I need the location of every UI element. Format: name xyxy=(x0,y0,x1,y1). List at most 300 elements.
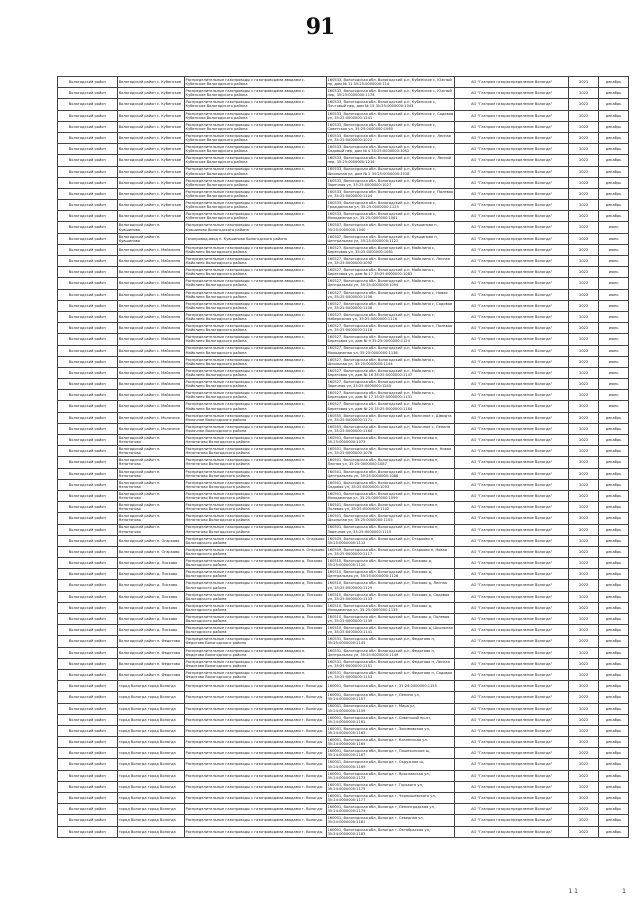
month-cell: декабрь xyxy=(599,88,629,99)
location-cell: Вологодский район с. Майклино xyxy=(117,379,184,390)
object-cell: Распределительные газопроводы с газопроводами-вводами п. Огарково Вологодского района xyxy=(185,547,325,556)
year-cell: 2022 xyxy=(569,211,599,222)
object-cell: Распределительные газопроводы с газопроводами-вводами п. Непотягово Вологодского района xyxy=(184,435,326,446)
table-row xyxy=(58,636,629,647)
location-cell: Вологодский район с. Кубенское xyxy=(117,177,184,188)
year-cell: 2022 xyxy=(569,300,599,311)
year-cell: 2022 xyxy=(569,804,599,815)
table-row xyxy=(58,233,629,244)
year-cell: 2022 xyxy=(569,244,599,255)
object-cell: Распределительные газопроводы с газопроводами-вводами г. Вологды xyxy=(184,703,326,714)
table-row xyxy=(58,390,629,401)
district-cell: Вологодский район xyxy=(58,222,118,233)
table-row xyxy=(58,490,629,501)
year-cell: 2021 xyxy=(569,77,599,88)
month-cell: июнь xyxy=(599,244,629,255)
organization-cell: АО "Газпром газораспределение Вологда" xyxy=(455,188,569,199)
object-cell: Распределительные газопроводы с газопроводами-вводами с. Майклино Вологодского района xyxy=(184,334,326,345)
address-cell: 160001, Вологодская обл, Вологда г, Ярославская ул, 35:24:0000000:1173 xyxy=(326,770,455,781)
year-cell: 2022 xyxy=(569,233,599,244)
table-row xyxy=(58,99,629,110)
district-cell: Вологодский район xyxy=(58,132,118,143)
month-cell: декабрь xyxy=(599,725,629,736)
address-cell: 160527, Вологодская обл. Вологодский р-н, Майклино с, Школьная ул, 35:25:0000000:1144 xyxy=(326,356,455,367)
organization-cell: АО "Газпром газораспределение Вологда" xyxy=(455,211,569,222)
object-cell: Распределительные газопроводы с газопроводами-вводами г. Вологды xyxy=(184,692,326,703)
table-row xyxy=(58,703,629,714)
address-cell: 160527, Вологодская обл. Вологодский р-н, Майклино с, Лесная ул, 35:25:0000000:1092 xyxy=(326,256,455,267)
month-cell: декабрь xyxy=(599,546,629,557)
address-cell: 160501, Вологодская обл. Вологодский р-н, Непотягово п, Садовая ул, 35:25:0000000:1093 xyxy=(326,479,455,490)
object-cell: Распределительные газопроводы с газопроводами-вводами с. Кубенское Вологодского района xyxy=(184,121,326,132)
organization-cell: АО "Газпром газораспределение Вологда" xyxy=(455,535,569,546)
district-cell: Вологодский район xyxy=(58,345,118,356)
address-cell: 160510, Вологодская обл. Вологодский р-н, Писково д, Полевая ул, 35:25:0000000:1139 xyxy=(326,614,455,625)
address-cell: 160531, Вологодская обл. Вологодский р-н, Федотово п, Центральная ул, 35:25:0000000:1149 xyxy=(326,647,455,658)
district-cell: Вологодский район xyxy=(58,256,118,267)
year-cell: 2022 xyxy=(569,658,599,669)
month-cell: декабрь xyxy=(599,759,629,770)
object-cell: Распределительные газопроводы с газопроводами-вводами п. Федотово Вологодского района xyxy=(184,636,326,647)
organization-cell: АО "Газпром газораспределение Вологда" xyxy=(455,267,569,278)
district-cell: Вологодский район xyxy=(58,121,118,132)
month-cell: декабрь xyxy=(599,132,629,143)
month-cell: июнь xyxy=(599,401,629,412)
year-cell: 2022 xyxy=(569,513,599,524)
address-cell: 160001, Вологодская обл, Вологда г, Козленская ул, 35:24:0000000:1165 xyxy=(326,737,455,748)
district-cell: Вологодский район xyxy=(58,289,118,300)
year-cell: 2022 xyxy=(569,737,599,748)
address-cell: 160510, Вологодская обл. Вологодский р-н, Писково д, 35:25:0000000:1120 xyxy=(326,558,455,569)
location-cell: Вологодский район п. Непотягово xyxy=(117,524,184,535)
district-cell: Вологодский район xyxy=(58,435,118,446)
object-cell: Распределительные газопроводы с газопроводами-вводами г. Вологды xyxy=(184,804,326,815)
year-cell: 2022 xyxy=(569,88,599,99)
table-row xyxy=(58,211,629,222)
table-row xyxy=(58,770,629,781)
table-row xyxy=(58,658,629,669)
location-cell: Вологодский район д. Писково xyxy=(117,580,184,591)
location-cell: Вологодский район п. Непотягово xyxy=(117,446,184,457)
district-cell: Вологодский район xyxy=(58,457,118,468)
organization-cell: АО "Газпром газораспределение Вологда" xyxy=(455,759,569,770)
year-cell: 2022 xyxy=(569,692,599,703)
year-cell: 2022 xyxy=(569,770,599,781)
object-cell: Распределительные газопроводы с газопроводами-вводами с. Кубенское Вологодского района xyxy=(184,77,326,88)
location-cell: Вологодский район п. Кувшиново xyxy=(117,233,184,244)
object-cell: Распределительные газопроводы с газопроводами-вводами с. Кубенское Вологодского района xyxy=(184,211,326,222)
organization-cell: АО "Газпром газораспределение Вологда" xyxy=(455,748,569,759)
district-cell: Вологодский район xyxy=(58,692,118,703)
object-cell: Распределительные газопроводы с газопроводами-вводами г. Вологды xyxy=(184,714,326,725)
location-cell: Вологодский район с. Кубенское xyxy=(117,200,184,211)
object-cell: Распределительные газопроводы с газопроводами-вводами с. Кубенское Вологодского района xyxy=(184,177,326,188)
organization-cell: АО "Газпром газораспределение Вологда" xyxy=(455,804,569,815)
object-cell: Распределительные газопроводы с газопроводами-вводами с. Майклино Вологодского района xyxy=(184,311,326,322)
address-cell: 160510, Вологодская обл. Вологодский р-н, Писково д, Школьная ул, 35:25:0000000:1141 xyxy=(327,626,453,635)
location-cell: город Вологда город Вологда xyxy=(117,737,184,748)
year-cell: 2022 xyxy=(569,625,599,636)
object-cell: Распределительные газопроводы с газопроводами-вводами с. Майклино Вологодского района xyxy=(184,401,326,412)
location-cell: Вологодский район п. Непотягово xyxy=(117,457,184,468)
district-cell: Вологодский район xyxy=(58,580,118,591)
month-cell: июнь xyxy=(599,390,629,401)
table-row xyxy=(58,714,629,725)
address-cell: 160001, Вологодская обл, Вологда г, Окружное ш, 35:24:0000000:1169 xyxy=(326,759,455,770)
location-cell: Вологодский район с. Кубенское xyxy=(117,166,184,177)
district-cell: Вологодский район xyxy=(58,490,118,501)
organization-cell: АО "Газпром газораспределение Вологда" xyxy=(455,703,569,714)
month-cell: июнь xyxy=(599,222,629,233)
year-cell: 2022 xyxy=(569,200,599,211)
year-cell: 2022 xyxy=(569,323,599,334)
location-cell: город Вологда город Вологда xyxy=(117,826,184,837)
year-cell: 2022 xyxy=(569,99,599,110)
location-cell: Вологодский район п. Федотово xyxy=(117,647,184,658)
district-cell: Вологодский район xyxy=(58,166,118,177)
location-cell: город Вологда город Вологда xyxy=(117,793,184,804)
organization-cell: АО "Газпром газораспределение Вологда" xyxy=(455,636,569,647)
table-row xyxy=(58,367,629,378)
organization-cell: АО "Газпром газораспределение Вологда" xyxy=(455,379,569,390)
district-cell: Вологодский район xyxy=(58,591,118,602)
district-cell: Вологодский район xyxy=(58,412,118,423)
location-cell: город Вологда город Вологда xyxy=(117,815,184,826)
month-cell: декабрь xyxy=(599,99,629,110)
address-cell: 160501, Вологодская обл. Вологодский р-н, Непотягово п, Полевая ул, 35:25:0000000:1102 xyxy=(326,502,455,513)
location-cell: Вологодский район д. Писково xyxy=(117,558,184,569)
address-cell: 160001, Вологодская обл, Вологда г, Пошехонское ш, 35:24:0000000:1167 xyxy=(326,748,455,759)
object-cell: Распределительные газопроводы с газопроводами-вводами п. Непотягово Вологодского района xyxy=(184,490,326,501)
district-cell: Вологодский район xyxy=(58,244,118,255)
address-cell: 160001, Вологодская обл, Вологда г, Ленинградская ул, 35:24:0000000:1179 xyxy=(326,804,455,815)
table-row xyxy=(58,614,629,625)
organization-cell: АО "Газпром газораспределение Вологда" xyxy=(455,669,569,680)
address-cell: 160001, Вологодская обл, Вологда г, Чернышевского ул, 35:24:0000000:1177 xyxy=(326,793,455,804)
organization-cell: АО "Газпром газораспределение Вологда" xyxy=(455,88,569,99)
location-cell: Вологодский район с. Кубенское xyxy=(117,121,184,132)
location-cell: Вологодский район п. Федотово xyxy=(117,669,184,680)
registry-table-body xyxy=(58,77,629,838)
table-row xyxy=(58,166,629,177)
month-cell: декабрь xyxy=(599,457,629,468)
object-cell: Распределительные газопроводы с газопроводами-вводами г. Вологды xyxy=(184,793,326,804)
month-cell: декабрь xyxy=(599,614,629,625)
month-cell: декабрь xyxy=(599,692,629,703)
district-cell: Вологодский район xyxy=(58,77,118,88)
year-cell: 2022 xyxy=(569,155,599,166)
location-cell: Вологодский район с. Молочное xyxy=(117,423,184,434)
year-cell: 2022 xyxy=(569,502,599,513)
district-cell: Вологодский район xyxy=(58,144,118,155)
organization-cell: АО "Газпром газораспределение Вологда" xyxy=(455,614,569,625)
year-cell: 2022 xyxy=(569,256,599,267)
year-cell: 2022 xyxy=(569,132,599,143)
organization-cell: АО "Газпром газораспределение Вологда" xyxy=(455,401,569,412)
district-cell: Вологодский район xyxy=(58,233,118,244)
organization-cell: АО "Газпром газораспределение Вологда" xyxy=(455,692,569,703)
organization-cell: АО "Газпром газораспределение Вологда" xyxy=(455,457,569,468)
location-cell: Вологодский район с. Майклино xyxy=(117,267,184,278)
district-cell: Вологодский район xyxy=(58,535,118,546)
table-row xyxy=(58,379,629,390)
month-cell: декабрь xyxy=(599,703,629,714)
organization-cell: АО "Газпром газораспределение Вологда" xyxy=(455,625,569,636)
organization-cell: АО "Газпром газораспределение Вологда" xyxy=(455,524,569,535)
address-cell: 160527, Вологодская обл. Вологодский р-н, Майклино с, Береговая ул, 35:25:0000000:1081 xyxy=(326,244,455,255)
year-cell: 2022 xyxy=(569,144,599,155)
month-cell: декабрь xyxy=(599,669,629,680)
location-cell: Вологодский район п. Непотягово xyxy=(117,513,184,524)
month-cell: июнь xyxy=(599,267,629,278)
month-cell: декабрь xyxy=(599,435,629,446)
address-cell: 160001, Вологодская обл, Вологда г, Горького ул, 35:24:0000000:1175 xyxy=(326,781,455,792)
organization-cell: АО "Газпром газораспределение Вологда" xyxy=(455,345,569,356)
district-cell: Вологодский район xyxy=(58,759,118,770)
address-cell: 160533, Вологодская обл. Вологодский р-н, Кубенское с, Гражданская ул, 35:25:0000000:1125 xyxy=(326,200,455,211)
district-cell: Вологодский район xyxy=(58,815,118,826)
organization-cell: АО "Газпром газораспределение Вологда" xyxy=(455,166,569,177)
location-cell: Вологодский район с. Майклино xyxy=(117,311,184,322)
object-cell: Газопровод-ввод п. Кувшиново Вологодского района xyxy=(184,233,326,244)
year-cell: 2022 xyxy=(569,289,599,300)
month-cell: декабрь xyxy=(599,513,629,524)
table-row xyxy=(58,423,629,434)
location-cell: Вологодский район с. Кубенское xyxy=(117,211,184,222)
year-cell: 2022 xyxy=(569,110,599,121)
month-cell: июнь xyxy=(599,345,629,356)
location-cell: Вологодский район п. Огарково xyxy=(117,535,184,546)
year-cell: 2022 xyxy=(569,412,599,423)
location-cell: город Вологда город Вологда xyxy=(117,759,184,770)
district-cell: Вологодский район xyxy=(58,390,118,401)
location-cell: Вологодский район с. Кубенское xyxy=(117,155,184,166)
organization-cell: АО "Газпром газораспределение Вологда" xyxy=(455,323,569,334)
location-cell: Вологодский район п. Федотово xyxy=(117,658,184,669)
table-row xyxy=(58,88,629,99)
month-cell: декабрь xyxy=(599,804,629,815)
object-cell: Распределительные газопроводы с газопроводами-вводами с. Кубенское Вологодского района xyxy=(184,155,326,166)
object-cell: Распределительные газопроводы с газопроводами-вводами г. Вологды xyxy=(184,781,326,792)
location-cell: город Вологда город Вологда xyxy=(117,703,184,714)
month-cell: декабрь xyxy=(599,177,629,188)
year-cell: 2022 xyxy=(569,681,599,692)
location-cell: Вологодский район п. Непотягово xyxy=(117,490,184,501)
month-cell: декабрь xyxy=(599,155,629,166)
address-cell: 160507, Вологодская обл. Вологодский р-н, Кувшиново п, 35:25:0000000:1040 xyxy=(326,222,455,233)
district-cell: Вологодский район xyxy=(58,278,118,289)
location-cell: Вологодский район с. Майклино xyxy=(117,334,184,345)
district-cell: Вологодский район xyxy=(58,770,118,781)
year-cell: 2022 xyxy=(569,457,599,468)
year-cell: 2022 xyxy=(569,222,599,233)
organization-cell: АО "Газпром газораспределение Вологда" xyxy=(455,121,569,132)
organization-cell: АО "Газпром газораспределение Вологда" xyxy=(455,446,569,457)
organization-cell: АО "Газпром газораспределение Вологда" xyxy=(455,300,569,311)
table-row xyxy=(58,300,629,311)
month-cell: декабрь xyxy=(599,188,629,199)
organization-cell: АО "Газпром газораспределение Вологда" xyxy=(455,334,569,345)
year-cell: 2022 xyxy=(569,647,599,658)
organization-cell: АО "Газпром газораспределение Вологда" xyxy=(455,412,569,423)
address-cell: 160001, Вологодская обл, Вологда г, Зосимовская ул, 35:24:0000000:1163 xyxy=(326,725,455,736)
location-cell: Вологодский район с. Кубенское xyxy=(117,132,184,143)
address-cell: 160555, Вологодская обл. Вологодский р-н, Молочное с, Ленина ул, 35:25:0000000:1164 xyxy=(326,423,455,434)
district-cell: Вологодский район xyxy=(58,423,118,434)
district-cell: Вологодский район xyxy=(58,300,118,311)
address-cell: 160533, Вологодская обл. Вологодский р-н, Кубенское с, Полевая ул, 35:25:0000000:1104 xyxy=(327,189,454,198)
month-cell: июнь xyxy=(599,356,629,367)
year-cell: 2022 xyxy=(569,267,599,278)
organization-cell: АО "Газпром газораспределение Вологда" xyxy=(455,222,569,233)
organization-cell: АО "Газпром газораспределение Вологда" xyxy=(455,569,569,580)
district-cell: Вологодский район xyxy=(58,614,118,625)
year-cell: 2022 xyxy=(569,826,599,837)
year-cell: 2022 xyxy=(569,423,599,434)
table-row xyxy=(58,401,629,412)
month-cell: декабрь xyxy=(599,110,629,121)
organization-cell: АО "Газпром газораспределение Вологда" xyxy=(455,77,569,88)
year-cell: 2022 xyxy=(569,379,599,390)
address-cell: 160001, Вологодская обл, Вологда г, Северная ул, 35:24:0000000:1181 xyxy=(326,815,455,826)
address-cell: 160533, Вологодская обл. Вологодский р-н, Кубенское с, Советская ул, 35:25:0000000:1060 xyxy=(326,121,455,132)
organization-cell: АО "Газпром газораспределение Вологда" xyxy=(455,602,569,613)
district-cell: Вологодский район xyxy=(58,323,118,334)
table-row xyxy=(58,412,629,423)
location-cell: Вологодский район п. Непотягово xyxy=(117,468,184,479)
table-row xyxy=(58,513,629,524)
organization-cell: АО "Газпром газораспределение Вологда" xyxy=(455,435,569,446)
table-row xyxy=(58,244,629,255)
district-cell: Вологодский район xyxy=(58,99,118,110)
object-cell: Распределительные газопроводы с газопроводами-вводами д. Писково Вологодского района xyxy=(184,602,326,613)
address-cell: 160501, Вологодская обл. Вологодский р-н, Непотягово п, Центральная ул, 35:25:0000000:1088 xyxy=(326,468,455,479)
organization-cell: АО "Газпром газораспределение Вологда" xyxy=(455,513,569,524)
organization-cell: АО "Газпром газораспределение Вологда" xyxy=(455,725,569,736)
address-cell: 160527, Вологодская обл. Вологодский р-н, Майклино с, Заречная ул, 35:25:0000000:1245 xyxy=(326,379,455,390)
organization-cell: АО "Газпром газораспределение Вологда" xyxy=(455,390,569,401)
year-cell: 2022 xyxy=(569,558,599,569)
district-cell: Вологодский район xyxy=(58,267,118,278)
object-cell: Распределительные газопроводы с газопроводами-вводами г. Вологды xyxy=(184,826,326,837)
table-row xyxy=(58,681,629,692)
district-cell: Вологодский район xyxy=(58,681,118,692)
address-cell: 160001, Вологодская обл, Вологда г, Мира ул, 35:24:0000000:1159 xyxy=(326,703,455,714)
table-row xyxy=(58,669,629,680)
organization-cell: АО "Газпром газораспределение Вологда" xyxy=(455,558,569,569)
table-row xyxy=(58,121,629,132)
address-cell: 160501, Вологодская обл. Вологодский р-н, Непотягово п, Лесная ул, 35:25:0000000:1087 xyxy=(326,457,455,468)
object-cell: Распределительные газопроводы с газопроводами-вводами с. Майклино Вологодского района xyxy=(184,278,326,289)
address-cell: 160527, Вологодская обл. Вологодский р-н, Майклино с, Береговая ул, дом № 16 35:25:0000000:1147 xyxy=(326,367,455,378)
month-cell: декабрь xyxy=(599,446,629,457)
year-cell: 2022 xyxy=(569,311,599,322)
month-cell: декабрь xyxy=(599,490,629,501)
table-row xyxy=(58,647,629,658)
table-row xyxy=(58,311,629,322)
year-cell: 2022 xyxy=(569,714,599,725)
month-cell: декабрь xyxy=(599,625,629,636)
object-cell: Распределительные газопроводы с газопроводами-вводами г. Вологды xyxy=(184,725,326,736)
location-cell: Вологодский район д. Писково xyxy=(117,614,184,625)
year-cell: 2022 xyxy=(569,435,599,446)
location-cell: Вологодский район п. Непотягово xyxy=(117,502,184,513)
object-cell: Распределительные газопроводы с газопроводами-вводами д. Писково Вологодского района xyxy=(184,580,326,591)
year-cell: 2022 xyxy=(569,614,599,625)
organization-cell: АО "Газпром газораспределение Вологда" xyxy=(455,233,569,244)
district-cell: Вологодский район xyxy=(58,748,118,759)
month-cell: декабрь xyxy=(599,535,629,546)
month-cell: декабрь xyxy=(599,737,629,748)
year-cell: 2022 xyxy=(569,446,599,457)
month-cell: декабрь xyxy=(599,815,629,826)
month-cell: декабрь xyxy=(599,714,629,725)
year-cell: 2022 xyxy=(569,345,599,356)
table-row xyxy=(58,200,629,211)
district-cell: Вологодский район xyxy=(58,793,118,804)
month-cell: декабрь xyxy=(599,412,629,423)
year-cell: 2022 xyxy=(569,580,599,591)
table-row xyxy=(58,435,629,446)
object-cell: Распределительные газопроводы с газопроводами-вводами п. Огарково Вологодского района xyxy=(185,536,325,545)
object-cell: Распределительные газопроводы с газопроводами-вводами г. Вологды xyxy=(184,681,326,692)
table-row xyxy=(58,256,629,267)
address-cell: 160510, Вологодская обл. Вологодский р-н, Писково д, Садовая ул, 35:25:0000000:1133 xyxy=(326,591,455,602)
table-row xyxy=(58,546,629,557)
table-row xyxy=(58,155,629,166)
organization-cell: АО "Газпром газораспределение Вологда" xyxy=(455,737,569,748)
object-cell: Распределительные газопроводы с газопроводами-вводами п. Непотягово Вологодского района xyxy=(184,446,326,457)
organization-cell: АО "Газпром газораспределение Вологда" xyxy=(455,826,569,837)
object-cell: Распределительные газопроводы с газопроводами-вводами с. Кубенское Вологодского района xyxy=(184,132,326,143)
object-cell: Распределительные газопроводы с газопроводами-вводами п. Непотягово Вологодского района xyxy=(184,524,326,535)
location-cell: Вологодский район с. Майклино xyxy=(117,401,184,412)
organization-cell: АО "Газпром газораспределение Вологда" xyxy=(455,770,569,781)
district-cell: Вологодский район xyxy=(58,703,118,714)
year-cell: 2022 xyxy=(569,781,599,792)
year-cell: 2022 xyxy=(569,546,599,557)
month-cell: декабрь xyxy=(599,121,629,132)
month-cell: декабрь xyxy=(599,502,629,513)
year-cell: 2022 xyxy=(569,636,599,647)
month-cell: декабрь xyxy=(599,591,629,602)
object-cell: Распределительные газопроводы с газопроводами-вводами с. Майклино Вологодского района xyxy=(184,345,326,356)
location-cell: Вологодский район с. Майклино xyxy=(117,244,184,255)
table-row xyxy=(58,345,629,356)
table-row xyxy=(58,77,629,88)
month-cell: декабрь xyxy=(599,524,629,535)
location-cell: Вологодский район с. Кубенское xyxy=(117,88,184,99)
table-row xyxy=(58,625,629,636)
table-row xyxy=(58,793,629,804)
location-cell: Вологодский район п. Непотягово xyxy=(117,479,184,490)
year-cell: 2022 xyxy=(569,748,599,759)
address-cell: 160001, Вологодская обл, Вологда г, Ленина ул, 35:24:0000000:1157 xyxy=(326,692,455,703)
object-cell: Распределительные газопроводы с газопроводами-вводами с. Майклино Вологодского района xyxy=(184,356,326,367)
address-cell: 160555, Вологодская обл. Вологодский р-н, Молочное с, Шмидта ул, 35:25:0000000:1171 xyxy=(326,412,455,423)
organization-cell: АО "Газпром газораспределение Вологда" xyxy=(455,591,569,602)
month-cell: июнь xyxy=(599,311,629,322)
address-cell: 160533, Вологодская обл. Вологодский р-н, Кубенское с, Заречная ул, 35:25:0000000:1027 xyxy=(326,177,455,188)
organization-cell: АО "Газпром газораспределение Вологда" xyxy=(455,200,569,211)
object-cell: Распределительные газопроводы с газопроводами-вводами п. Непотягово Вологодского района xyxy=(184,468,326,479)
table-row xyxy=(58,815,629,826)
location-cell: город Вологда город Вологда xyxy=(117,748,184,759)
address-cell: 160509, Вологодская обл. Вологодский р-н, Огарково п, 35:25:0000000:1112 xyxy=(326,535,455,546)
location-cell: Вологодский район с. Майклино xyxy=(117,300,184,311)
month-cell: декабрь xyxy=(599,569,629,580)
object-cell: Распределительные газопроводы с газопроводами-вводами с. Кубенское Вологодского района xyxy=(184,166,326,177)
